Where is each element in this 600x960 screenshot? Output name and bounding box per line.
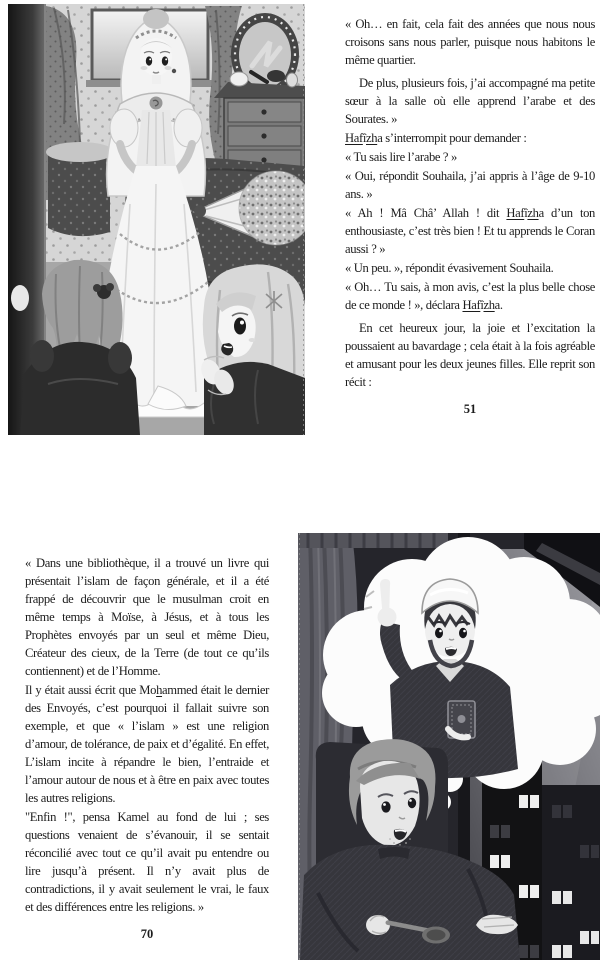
paragraph: « Oui, répondit Souhaila, j’ai appris à l’âge de 9-10 ans. » xyxy=(345,169,595,201)
paragraph: « Ah ! Mâ Châ’ Allah ! dit Hafîzha d’un ton enthousiaste, c’est très bien ! Et tu apprends le Coran aussi ? » xyxy=(345,206,595,256)
page-51-text-column xyxy=(345,14,595,418)
paragraph: De plus, plusieurs fois, j’ai accompagné ma petite sœur à la salle où elle apprend l’arabe et des Sourates. » xyxy=(345,76,595,126)
page-70-paragraphs xyxy=(25,554,269,916)
paragraph: "Enfin !", pensa Kamel au fond de lui ; ses questions venaient de s’évanouir, il se sentait réconcilié avec tout ce qu’il avait pu entendre ou lire jusqu’à présent. Il n’y avait plus de contradictions, il y avait seulement le vrai, le faux et des différences entre les religions. » xyxy=(25,810,269,914)
paragraph: « Oh… en fait, cela fait des années que nous nous croisons sans nous parler, puisque nous habitons le même quartier. xyxy=(345,17,595,67)
paragraph: En cet heureux jour, la joie et l’excitation la poussaient au bavardage ; cela était à la fois agréable et amusant pour les deux jeunes filles. Elle reprit son récit : xyxy=(345,321,595,389)
bride-scene-svg xyxy=(8,4,305,435)
page-51-paragraphs xyxy=(345,15,595,391)
hand-with-spoon xyxy=(366,915,390,935)
dresser xyxy=(214,70,305,174)
girl-blonde xyxy=(197,264,305,435)
paragraph: « Dans une bibliothèque, il a trouvé un livre qui présentait l’islam de façon générale, et il a été frappé de découvrir que le musulman croit en même temps à Moïse, à Jésus, et à tous les Prophètes envoyés par un seul et même Dieu, Créateur des cieux, de la Terre (de tout ce qu’ils contiennent) et de l’Homme. xyxy=(25,556,269,678)
paragraph: « Oh… Tu sais, à mon avis, c’est la plus belle chose de ce monde ! », déclara Hafîzha. xyxy=(345,280,595,312)
paragraph: Il y était aussi écrit que Mohammed était le dernier des Envoyés, c’est pourquoi il fallait suivre son exemple, et que « l’islam » est une religion d’amour, de tolérance, de paix et d’égalité. En effet, L’islam incite à répandre le bien, l’entraide et l’amour autour de nous et à être en paix avec toutes les autres religions. xyxy=(25,683,269,805)
page-70-text-column xyxy=(25,553,269,943)
bride-face xyxy=(140,38,172,76)
paragraph: Hafîzha s’interrompit pour demander : xyxy=(345,131,527,145)
curtain-header xyxy=(298,533,448,548)
page-number-51: 51 xyxy=(463,402,477,416)
bride-scene-illustration xyxy=(8,4,305,435)
night-scene-illustration xyxy=(298,533,600,960)
paragraph: « Un peu. », répondit évasivement Souhaila. xyxy=(345,261,554,275)
paragraph: « Tu sais lire l’arabe ? » xyxy=(345,150,457,164)
page-number-70: 70 xyxy=(140,927,154,941)
night-scene-svg xyxy=(298,533,600,960)
